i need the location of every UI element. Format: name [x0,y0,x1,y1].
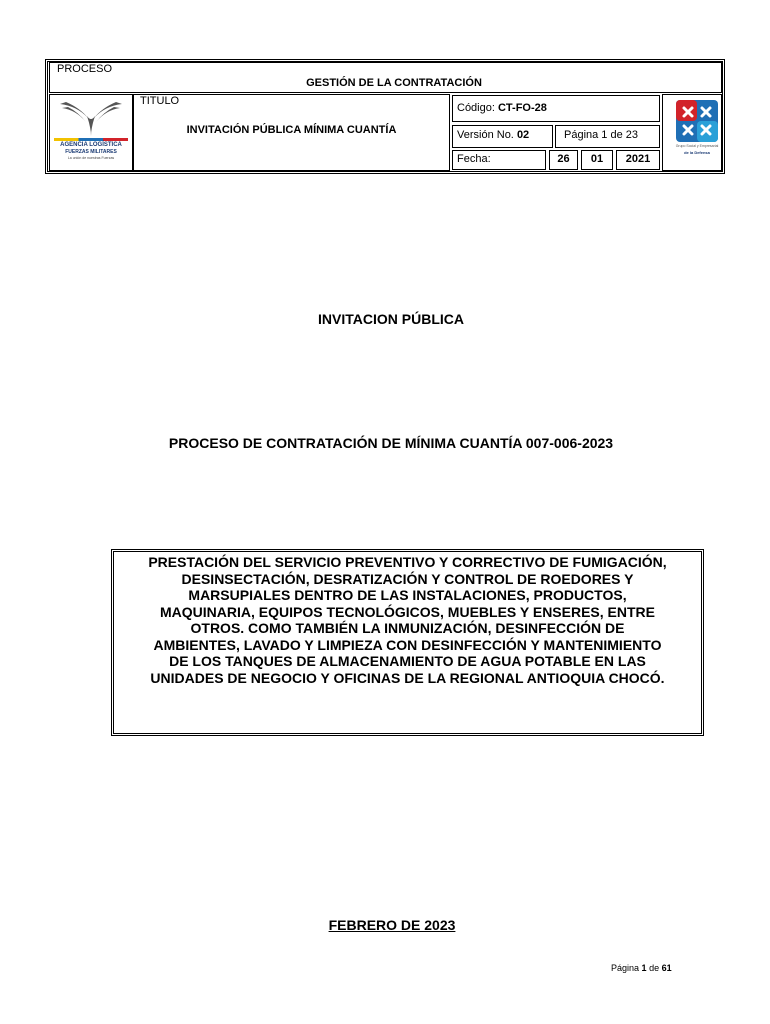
object-line: UNIDADES DE NEGOCIO Y OFICINAS DE LA REGIONAL ANTIOQUIA CHOCÓ. [150,669,665,686]
titulo-value: INVITACIÓN PÚBLICA MÍNIMA CUANTÍA [186,124,397,136]
object-line: PRESTACIÓN DEL SERVICIO PREVENTIVO Y CORRECTIVO DE FUMIGACIÓN, [148,554,667,570]
page-prefix: Página [611,963,640,973]
flag-stripe [54,138,128,141]
logo-right-line1: Grupo Social y Empresarial [675,144,719,148]
fecha-month: 01 [590,153,604,165]
codigo-value: CT-FO-28 [497,102,547,114]
page-current: 1 [641,963,647,973]
process-number: PROCESO DE CONTRATACIÓN DE MÍNIMA CUANTÍA 007-006-2023 [168,435,614,451]
gsed-emblem-icon [676,100,718,142]
fecha-year: 2021 [625,153,651,165]
document-title: INVITACION PÚBLICA [318,311,464,327]
object-line: AMBIENTES, LAVADO Y LIMPIEZA CON DESINFECCIÓN Y MANTENIMIENTO [153,636,662,653]
page-number [611,963,672,973]
codigo [457,102,547,114]
object-line: OTROS. COMO TAMBIÉN LA INMUNIZACIÓN, DESINFECCIÓN DE [190,620,625,636]
object-line: MAQUINARIA, EQUIPOS TECNOLÓGICOS, MUEBLES Y ENSERES, ENTRE [160,603,655,620]
agencia-logistica-logo [52,98,130,168]
fecha-label: Fecha: [457,153,491,165]
logo-left-line2: FUERZAS MILITARES [65,149,117,155]
logo-left-line1: AGENCIA LOGÍSTICA [60,142,122,148]
object-line: MARSUPIALES DENTRO DE LAS INSTALACIONES, PRODUCTOS, [188,587,627,603]
codigo-label: Código: [457,102,495,114]
page-total: 61 [661,963,672,973]
wings-icon [52,98,130,138]
object-line: DESINSECTACIÓN, DESRATIZACIÓN Y CONTROL DE ROEDORES Y [181,570,634,587]
version-value: 02 [516,129,530,141]
object-text [111,554,704,686]
document-date: FEBRERO DE 2023 [328,917,456,933]
page-mid: de [649,963,660,973]
object-line: DE LOS TANQUES DE ALMACENAMIENTO DE AGUA POTABLE EN LAS [169,653,646,669]
titulo-label: TITULO [140,95,180,107]
gsed-logo [676,100,718,166]
logo-right-line2: de la Defensa [684,150,710,155]
fecha-day: 26 [557,153,570,165]
header-pagina: Página 1 de 23 [564,129,639,141]
proceso-value: GESTIÓN DE LA CONTRATACIÓN [306,77,482,89]
logo-left-line3: La unión de nuestras Fuerzas [67,156,115,160]
proceso-label: PROCESO [57,63,113,75]
version-label: Versión No. [457,129,514,141]
version [457,129,529,141]
